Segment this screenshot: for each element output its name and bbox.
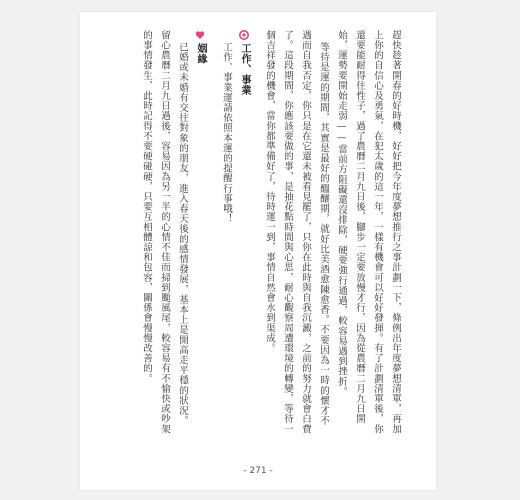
work-heading-label: 工作、事業 (239, 43, 250, 96)
text-column: 個吉祥發的機會，當你都準備好了，待時運一到，事情自然會水到渠成。 (264, 30, 275, 354)
marriage-heading-label: 姻緣 (195, 43, 206, 65)
text-column: 等待是運的期間，其實是最好的醞釀期，就好比美酒愈陳愈香。不要因為一時的懷才不 (318, 42, 329, 426)
marriage-heading (194, 30, 206, 64)
text-column: 的事情發生，此時記得不要硬碰硬，只要互相體諒和包容，關係會慢慢改善的。 (141, 30, 152, 384)
heart-icon (195, 30, 205, 40)
page-number: - 271 - (243, 466, 273, 476)
text-column: 留心農曆二月九日過後，容易因為另一半的心情不佳而掃到颱風尾，較容易有不愉快或吵架 (159, 30, 170, 434)
work-heading (238, 30, 250, 96)
text-column: 始，運勢要開始走弱——當前方阻礙還沒排除，硬要強行通過，較容易遇到挫折。 (336, 30, 347, 397)
book-page (80, 12, 436, 490)
heading-marker-icon (239, 30, 249, 40)
text-column: 了。這段期間，你應該要做的事，是抽花點時間與心思，耐心觀察周遭環境的轉變，等待一 (282, 30, 293, 434)
text-column: 還要能耐得住性子，過了農曆二月九日後，腳步一定要放慢才行，因為從農曆二月九日開 (354, 30, 365, 424)
text-column: 上你的自信心及勇氣，在犯太歲的這一年，一樣有機會可以好好發揮。有了計劃清單後，你 (372, 30, 383, 434)
text-column: 工作、事業運請依照本運的提醒行事哦！ (221, 42, 232, 224)
text-column: 遇而自我否定，你只是在它還未被看見罷了，只你在此時與自我沉澱，之前的努力就會白費 (300, 30, 311, 434)
text-column: 趕快趁著開春的好時機，好好把今年度夢想推行之事計劃一下，條例出年度夢想清單，再加 (390, 30, 401, 434)
text-column: 已婚或未婚有交往對象的朋友，進入春天後的感情發展，基本上是開高走平穩的狀況。 (177, 42, 188, 426)
